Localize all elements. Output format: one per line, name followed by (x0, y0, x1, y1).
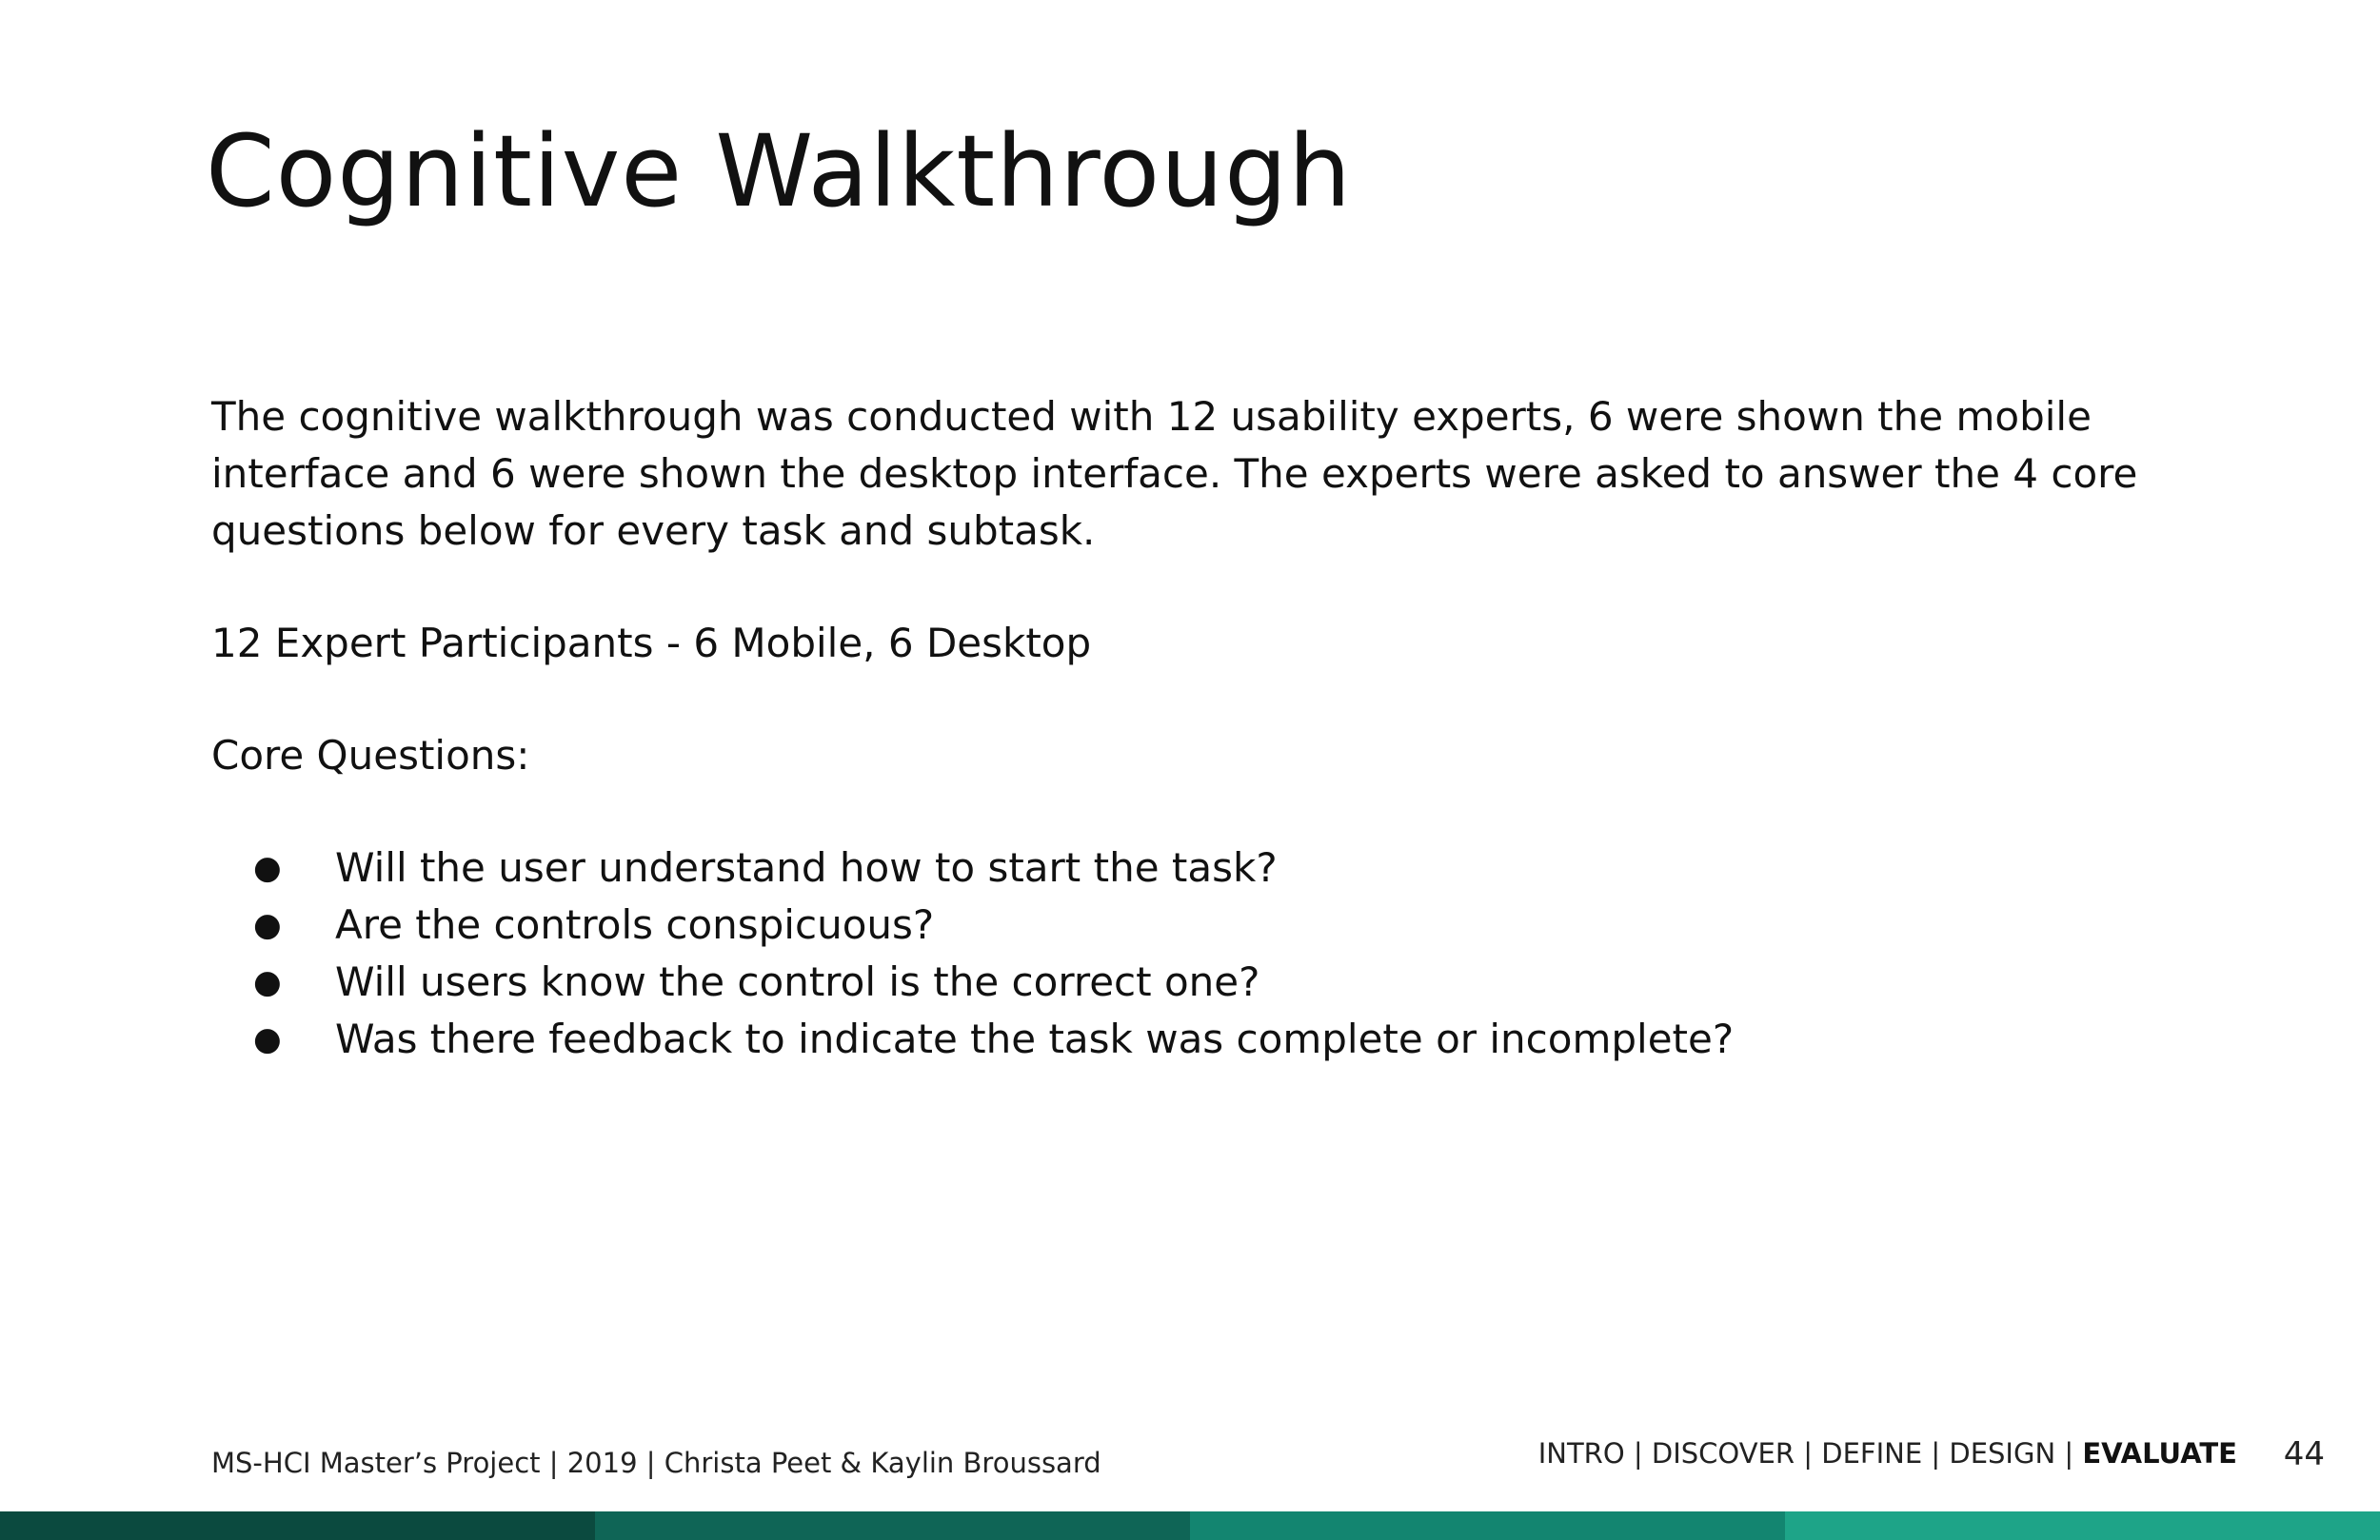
question-text: Will users know the control is the correct one? (335, 958, 1260, 1005)
question-item (211, 1011, 1734, 1068)
bar-segment (1785, 1511, 2380, 1540)
bullet-icon: ● (253, 849, 282, 887)
bar-segment (1190, 1511, 1785, 1540)
bottom-color-bar (0, 1511, 2380, 1540)
bar-segment (595, 1511, 1190, 1540)
nav-item-discover: DISCOVER (1651, 1437, 1795, 1470)
intro-paragraph: The cognitive walkthrough was conducted with 12 usability experts, 6 were shown the mobile interface and 6 were shown the desktop interface. The experts were asked to answer the 4 core questions below for every task and subtask. (211, 393, 2138, 554)
nav-separator: | (1795, 1437, 1822, 1470)
bullet-icon: ● (253, 1020, 282, 1058)
nav-separator: | (2055, 1437, 2083, 1470)
question-text: Are the controls conspicuous? (335, 901, 935, 948)
question-text: Will the user understand how to start the task? (335, 844, 1278, 891)
nav-item-intro: INTRO (1537, 1437, 1625, 1470)
nav-separator: | (1624, 1437, 1652, 1470)
question-item (211, 839, 1734, 897)
core-questions-label: Core Questions: (211, 732, 530, 779)
slide-title: Cognitive Walkthrough (206, 113, 1352, 229)
footer-credits: MS-HCI Master’s Project | 2019 | Christa Peet & Kaylin Broussard (211, 1447, 1101, 1479)
nav-item-design: DESIGN (1949, 1437, 2056, 1470)
bar-segment (0, 1511, 595, 1540)
question-text: Was there feedback to indicate the task was complete or incomplete? (335, 1016, 1735, 1062)
nav-item-define: DEFINE (1821, 1437, 1923, 1470)
core-questions-list (211, 839, 1734, 1068)
bullet-icon: ● (253, 963, 282, 1001)
bullet-icon: ● (253, 906, 282, 944)
question-item (211, 897, 1734, 954)
nav-item-evaluate: EVALUATE (2082, 1437, 2237, 1470)
participants-line: 12 Expert Participants - 6 Mobile, 6 Desktop (211, 620, 1092, 666)
question-item (211, 954, 1734, 1011)
page-number: 44 (2283, 1435, 2325, 1473)
section-nav (1538, 1437, 2237, 1470)
nav-separator: | (1922, 1437, 1950, 1470)
